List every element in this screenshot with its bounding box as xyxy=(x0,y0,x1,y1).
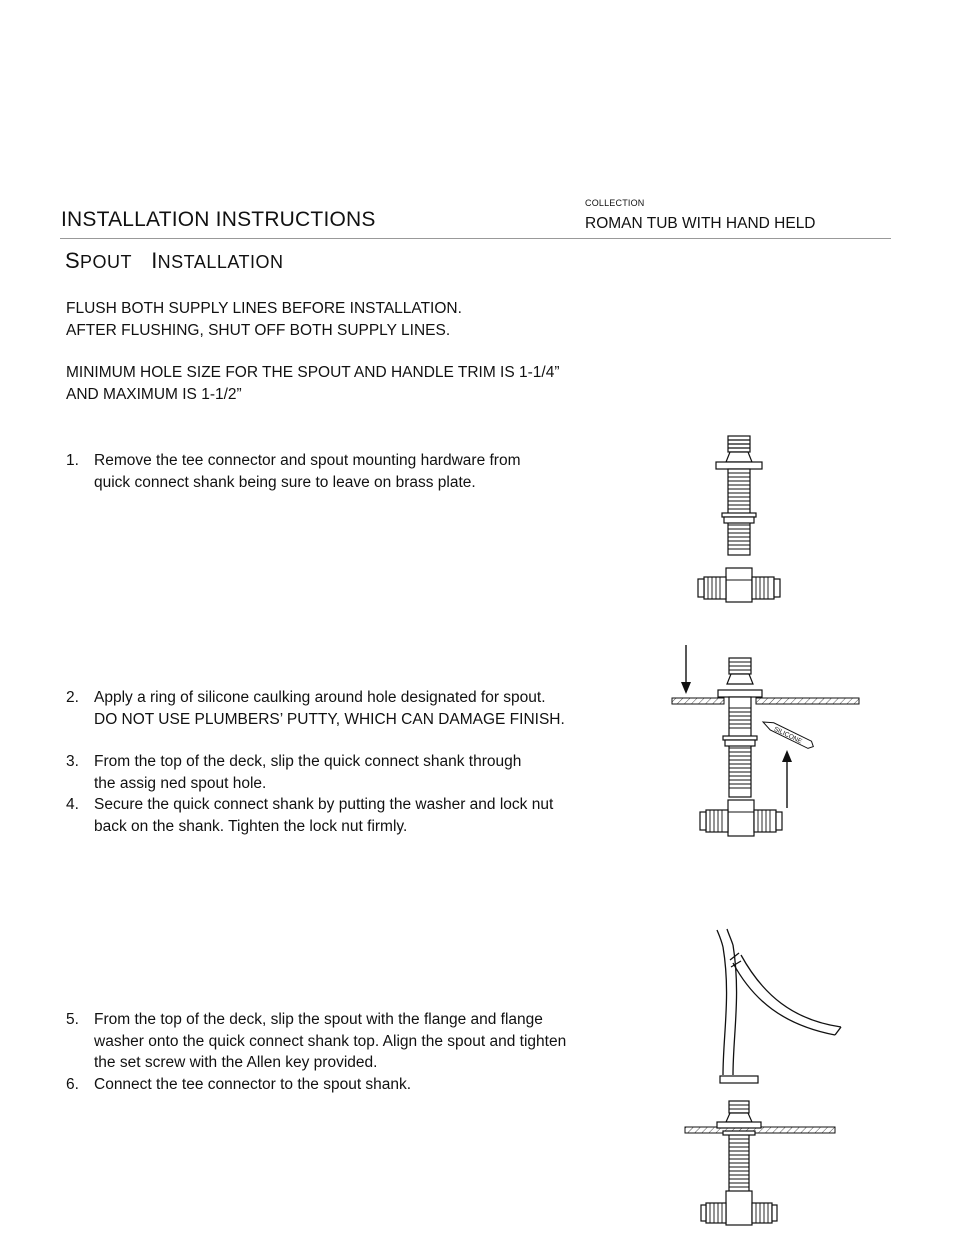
note-line: MINIMUM HOLE SIZE FOR THE SPOUT AND HANDLE TRIM IS 1-1/4” xyxy=(66,364,560,381)
silicone-label: SILICONE xyxy=(772,725,803,746)
fig-tee-connector xyxy=(728,800,754,836)
figure-shank-exploded xyxy=(690,430,790,610)
note-line: FLUSH BOTH SUPPLY LINES BEFORE INSTALLATION. xyxy=(66,300,462,317)
fig-brass-plate xyxy=(718,690,762,697)
fig-brass-plate xyxy=(717,1122,761,1128)
section-title-initial-i: I xyxy=(151,248,158,273)
section-title-word-1: POUT xyxy=(79,252,132,272)
fig-lock-nut xyxy=(725,740,755,746)
note-line: AFTER FLUSHING, SHUT OFF BOTH SUPPLY LINES. xyxy=(66,322,451,339)
step-line: Connect the tee connector to the spout shank. xyxy=(94,1076,412,1093)
fig-cone xyxy=(726,452,752,462)
step-text xyxy=(94,1009,566,1074)
step-number: 4. xyxy=(66,796,79,813)
header-divider xyxy=(60,238,891,239)
fig-deck-left xyxy=(672,698,724,704)
fig-tee-connector xyxy=(726,1191,752,1225)
fig-lock-nut xyxy=(724,517,754,523)
figure-spout-assembly xyxy=(683,925,853,1230)
fig-threaded-shank xyxy=(728,469,750,555)
step-line: back on the shank. Tighten the lock nut firmly. xyxy=(94,817,408,835)
step-line: From the top of the deck, slip the spout with the flange and flange xyxy=(94,1011,543,1028)
fig-spout xyxy=(717,929,841,1075)
step-text xyxy=(94,1074,411,1096)
step-text xyxy=(94,751,521,794)
fig-tee-connector xyxy=(726,568,752,602)
flush-note xyxy=(66,298,462,342)
step-text xyxy=(94,794,553,837)
section-title xyxy=(65,248,284,274)
section-title-initial-s: S xyxy=(65,248,80,273)
document-title: INSTALLATION INSTRUCTIONS xyxy=(61,208,376,231)
arrow-up-icon xyxy=(782,750,792,762)
step-number: 6. xyxy=(66,1076,79,1093)
step-number: 3. xyxy=(66,753,79,770)
step-number: 1. xyxy=(66,452,79,469)
step-line: the set screw with the Allen key provided. xyxy=(94,1054,378,1071)
section-title-word-2: NSTALLATION xyxy=(157,252,284,272)
step-line: From the top of the deck, slip the quick connect shank through xyxy=(94,753,522,770)
fig-flange xyxy=(720,1076,758,1083)
fig-deck-right xyxy=(756,698,859,704)
hole-size-note xyxy=(66,362,560,406)
step-number: 2. xyxy=(66,689,79,706)
collection-name: ROMAN TUB WITH HAND HELD xyxy=(585,215,816,232)
step-line: the assig ned spout hole. xyxy=(94,774,267,792)
arrow-down-icon xyxy=(681,682,691,694)
step-text xyxy=(94,450,521,493)
collection-label: COLLECTION xyxy=(585,198,645,208)
step-line: Remove the tee connector and spout mounting hardware from xyxy=(94,452,521,469)
step-number: 5. xyxy=(66,1011,79,1028)
fig-washer xyxy=(723,1131,755,1135)
fig-brass-plate xyxy=(716,462,762,469)
step-line: Apply a ring of silicone caulking around hole designated for spout. xyxy=(94,689,546,706)
silicone-tube xyxy=(761,718,815,750)
figure-shank-through-deck xyxy=(670,640,870,845)
step-line: DO NOT USE PLUMBERS’ PUTTY, WHICH CAN DAMAGE FINISH. xyxy=(94,710,565,728)
step-line: Secure the quick connect shank by putting the washer and lock nut xyxy=(94,796,554,813)
step-text xyxy=(94,687,565,730)
step-line: quick connect shank being sure to leave on brass plate. xyxy=(94,473,476,491)
note-line: AND MAXIMUM IS 1-1/2” xyxy=(66,386,242,403)
step-line: washer onto the quick connect shank top. Align the spout and tighten xyxy=(94,1032,567,1050)
